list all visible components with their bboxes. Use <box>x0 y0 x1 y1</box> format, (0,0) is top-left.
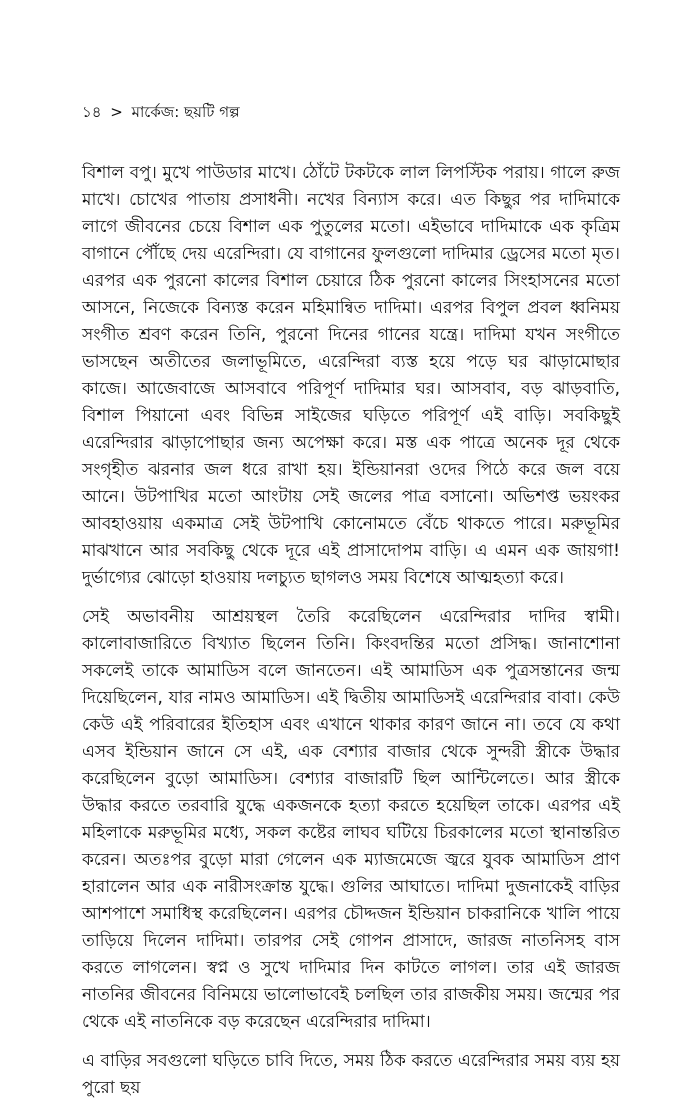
page-number: ১৪ <box>82 103 102 121</box>
paragraph-1: বিশাল বপু। মুখে পাউডার মাখে। ঠোঁটে টকটকে লাল লিপস্টিক পরায়। গালে রুজ মাখে। চোখের পাতায় প্রসাধনী। নখের বিন্যাস করে। এত কিছুর পর দাদিমাকে লাগে জীবনের চেয়ে বিশাল এক পুতুলের মতো। এইভাবে দাদিমাকে এক কৃত্রিম বাগানে পৌঁছে দেয় এরেন্দিরা। যে বাগানের ফুলগুলো দাদিমার ড্রেসের মতো মৃত। এরপর এক পুরনো কালের বিশাল চেয়ারে ঠিক পুরনো কালের সিংহাসনের মতো আসনে, নিজেকে বিন্যস্ত করেন মহিমান্বিত দাদিমা। এরপর বিপুল প্রবল ধ্বনিময় সংগীত শ্রবণ করেন তিনি, পুরনো দিনের গানের যন্ত্রে। দাদিমা যখন সংগীতে ভাসছেন অতীতের জলাভূমিতে, এরেন্দিরা ব্যস্ত হয়ে পড়ে ঘর ঝাড়ামোছার কাজে। আজেবাজে আসবাবে পরিপূর্ণ দাদিমার ঘর। আসবাব, বড় ঝাড়বাতি, বিশাল পিয়ানো এবং বিভিন্ন সাইজের ঘড়িতে পরিপূর্ণ এই বাড়ি। সবকিছুই এরেন্দিরার ঝাড়াপোছার জন্য অপেক্ষা করে। মস্ত এক পাত্রে অনেক দূর থেকে সংগৃহীত ঝরনার জল ধরে রাখা হয়। ইন্ডিয়ানরা ওদের পিঠে করে জল বয়ে আনে। উটপাখির মতো আংটায় সেই জলের পাত্র বসানো। অভিশপ্ত ভয়ংকর আবহাওয়ায় একমাত্র সেই উটপাখি কোনোমতে বেঁচে থাকতে পারে। মরুভূমির মাঝখানে আর সবকিছু থেকে দূরে এই প্রাসাদোপম বাড়ি। এ এমন এক জায়গা! দুর্ভাগ্যের ঝোড়ো হাওয়ায় দলচ্যুত ছাগলও সময় বিশেষে আত্মহত্যা করে। <box>82 163 620 588</box>
running-head <box>82 102 240 122</box>
body-text <box>82 160 620 1114</box>
paragraph-2: সেই অভাবনীয় আশ্রয়স্থল তৈরি করেছিলেন এরেন্দিরার দাদির স্বামী। কালোবাজারিতে বিখ্যাত ছিলেন তিনি। কিংবদন্তির মতো প্রসিদ্ধ। জানাশোনা সকলেই তাকে আমাডিস বলে জানতেন। এই আমাডিস এক পুত্রসন্তানের জন্ম দিয়েছিলেন, যার নামও আমাডিস। এই দ্বিতীয় আমাডিসই এরেন্দিরার বাবা। কেউ কেউ এই পরিবারের ইতিহাস এবং এখানে থাকার কারণ জানে না। তবে যে কথা এসব ইন্ডিয়ান জানে সে এই, এক বেশ্যার বাজার থেকে সুন্দরী স্ত্রীকে উদ্ধার করেছিলেন বুড়ো আমাডিস। বেশ্যার বাজারটি ছিল আন্টিলেতে। আর স্ত্রীকে উদ্ধার করতে তরবারি যুদ্ধে একজনকে হত্যা করতে হয়েছিল তাকে। এরপর এই মহিলাকে মরুভূমির মধ্যে, সকল কষ্টের লাঘব ঘটিয়ে চিরকালের মতো স্থানান্তরিত করেন। অতঃপর বুড়ো মারা গেলেন এক ম্যাজমেজে জ্বরে যুবক আমাডিস প্রাণ হারালেন আর এক নারীসংক্রান্ত যুদ্ধে। গুলির আঘাতে। দাদিমা দুজনাকেই বাড়ির আশপাশে সমাধিস্থ করেছিলেন। এরপর চৌদ্দজন ইন্ডিয়ান চাকরানিকে খালি পায়ে তাড়িয়ে দিলেন দাদিমা। তারপর সেই গোপন প্রাসাদে, জারজ নাতনিসহ বাস করতে লাগলেন। স্বপ্ন ও সুখে দাদিমার দিন কাটতে লাগল। তার এই জারজ নাতনির জীবনের বিনিময়ে ভালোভাবেই চলছিল তার রাজকীয় সময়। জন্মের পর থেকে এই নাতনিকে বড় করেছেন এরেন্দিরার দাদিমা। <box>82 607 620 1032</box>
header-separator: > <box>110 103 123 121</box>
paragraph-3: এ বাড়ির সবগুলো ঘড়িতে চাবি দিতে, সময় ঠিক করতে এরেন্দিরার সময় ব্যয় হয় পুরো ছয় <box>82 1051 620 1098</box>
book-title: মার্কেজ: ছয়টি গল্প <box>131 103 240 121</box>
